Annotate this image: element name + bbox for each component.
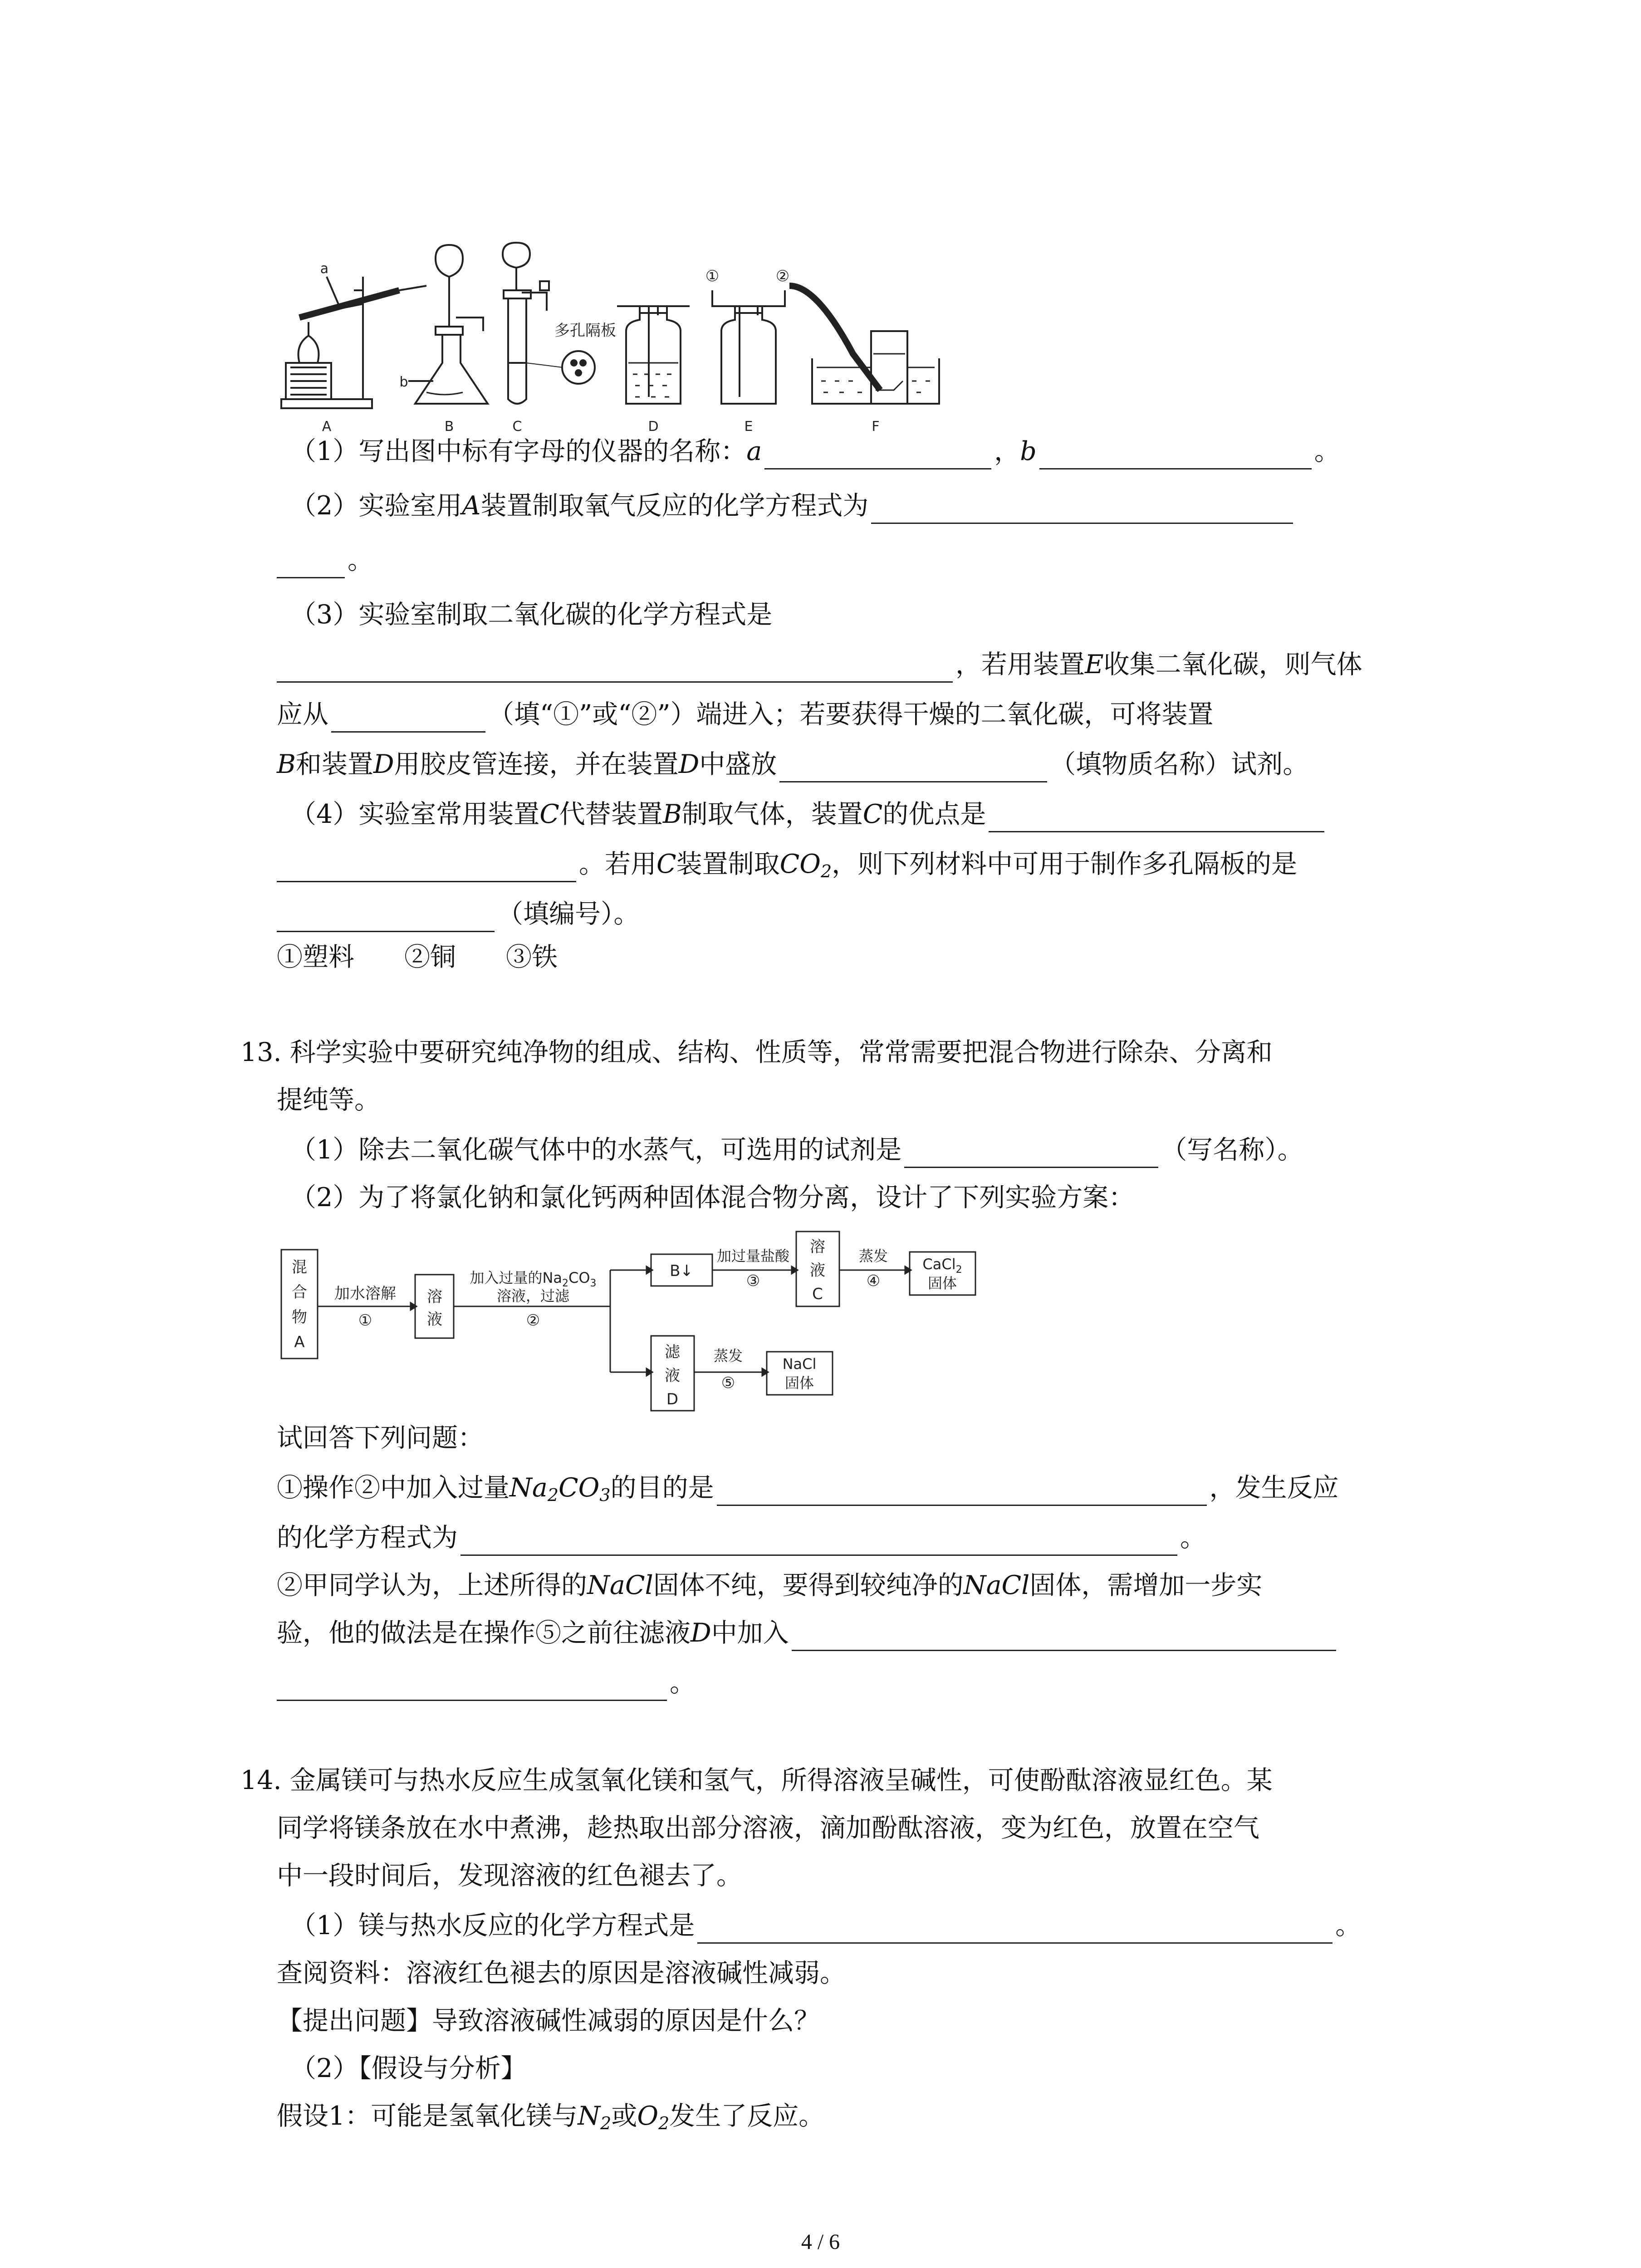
q13-answer1: ①操作②中加入过量$Na_2CO_3$的目的是 ，发生反应	[277, 1473, 1339, 1505]
box-nacl-text: NaCl	[782, 1355, 817, 1373]
answer-blank-o2-equation[interactable]	[871, 494, 1293, 524]
step2-number: ②	[526, 1311, 540, 1330]
q12-options	[277, 939, 558, 975]
answer-blank-mg-equation[interactable]	[697, 1914, 1332, 1944]
apparatus-label-b: B	[444, 419, 454, 435]
q13-answer1-line2: 的化学方程式为 。	[277, 1520, 1206, 1556]
step3-number: ③	[746, 1272, 760, 1290]
step3-label: 加过量盐酸	[716, 1247, 790, 1265]
answer-blank-reagent[interactable]	[792, 1622, 1336, 1651]
step4-number: ④	[866, 1272, 881, 1290]
box-mixture-char4: A	[294, 1333, 305, 1351]
instrument-label-a: a	[320, 261, 329, 277]
answer-blank-o2-equation-cont[interactable]	[277, 549, 345, 578]
porous-plate-label: 多孔隔板	[554, 322, 616, 340]
instrument-label-b: b	[399, 374, 408, 390]
q13-part1: （1）除去二氧化碳气体中的水蒸气，可选用的试剂是 （写名称）。	[290, 1132, 1303, 1168]
q12-part3: （3）实验室制取二氧化碳的化学方程式是	[290, 600, 773, 630]
answer-blank-a[interactable]	[764, 440, 991, 469]
q12-part4-line3: （填编号）。	[277, 896, 640, 932]
step1-number: ①	[358, 1311, 372, 1330]
q13-part2: （2）为了将氯化钠和氯化钙两种固体混合物分离，设计了下列实验方案：	[290, 1183, 1135, 1212]
step2-label-line2: 溶液，过滤	[496, 1287, 570, 1305]
q12-part1: （1）写出图中标有字母的仪器的名称：a ，b 。	[290, 433, 1340, 469]
answer-blank-reaction-equation[interactable]	[460, 1526, 1177, 1556]
q14-hypothesis1: 假设1：可能是氢氧化镁与$N_2$或$O_2$发生了反应。	[277, 2101, 825, 2133]
option-plastic: ①塑料	[277, 942, 354, 972]
apparatus-f	[789, 286, 939, 404]
box-c-char3: C	[812, 1285, 823, 1303]
answer-blank-advantage-cont[interactable]	[277, 853, 576, 882]
q13-stem-line2: 提纯等。	[277, 1085, 380, 1115]
box-mixture-char2: 合	[292, 1283, 307, 1301]
q12-part4: （4）实验室常用装置C代替装置B制取气体，装置C的优点是	[290, 796, 1327, 832]
q13-ask: 试回答下列问题：	[277, 1423, 484, 1453]
q13-answer2-line2: 验，他的做法是在操作⑤之前往滤液D中加入	[277, 1615, 1339, 1651]
q14-question: 【提出问题】导致溶液碱性减弱的原因是什么？	[277, 2006, 820, 2036]
box-d-char2: 液	[665, 1367, 680, 1385]
box-c-char1: 溶	[810, 1238, 825, 1256]
step2-label: 加入过量的$Na_2CO_3$	[470, 1269, 597, 1289]
box-cacl2-text: CaCl$_2$	[922, 1256, 962, 1276]
apparatus-e	[712, 290, 785, 404]
port-1-label: ①	[705, 267, 720, 285]
box-d-char3: D	[666, 1390, 679, 1408]
step1-label: 加水溶解	[334, 1285, 396, 1303]
option-copper: ②铜	[404, 942, 456, 972]
q13-answer2-line3: 。	[277, 1665, 696, 1701]
apparatus-d	[617, 306, 690, 404]
answer-blank-material[interactable]	[277, 903, 495, 932]
q14-stem-line3: 中一段时间后，发现溶液的红色褪去了。	[277, 1861, 742, 1891]
q13-stem-line1: 13. 科学实验中要研究纯净物的组成、结构、性质等，常常需要把混合物进行除杂、分离和	[240, 1037, 1273, 1067]
box-b-text: B↓	[670, 1262, 693, 1280]
answer-blank-purpose[interactable]	[717, 1476, 1207, 1506]
q14-info: 查阅资料：溶液红色褪去的原因是溶液碱性减弱。	[277, 1958, 846, 1988]
box-mixture-char1: 混	[292, 1258, 307, 1276]
apparatus-b	[408, 245, 488, 404]
q14-stem-line1: 14. 金属镁可与热水反应生成氢氧化镁和氢气，所得溶液呈碱性，可使酚酞溶液显红色。某	[240, 1765, 1273, 1795]
answer-blank-drying-agent[interactable]	[779, 753, 1047, 782]
step5-label: 蒸发	[713, 1347, 743, 1364]
q14-part2: （2）【假设与分析】	[290, 2053, 527, 2083]
box-solution	[415, 1275, 454, 1338]
q14-part1: （1）镁与热水反应的化学方程式是 。	[290, 1907, 1361, 1944]
q14-stem-line2: 同学将镁条放在水中煮沸，趁热取出部分溶液，滴加酚酞溶液，变为红色，放置在空气	[277, 1813, 1259, 1843]
answer-blank-advantage[interactable]	[989, 803, 1324, 832]
step4-label: 蒸发	[858, 1247, 888, 1265]
q12-part2-cont: 。	[277, 542, 373, 578]
answer-blank-port[interactable]	[331, 703, 485, 733]
separation-flowchart	[272, 1225, 1053, 1415]
apparatus-label-e: E	[744, 419, 753, 435]
q12-part4-line2: 。若用C装置制取$CO_2$，则下列材料中可用于制作多孔隔板的是	[277, 846, 1297, 882]
box-solution-char1: 溶	[427, 1288, 442, 1306]
q12-part3-line4: B和装置D用胶皮管连接，并在装置D中盛放 （填物质名称）试剂。	[277, 746, 1308, 782]
answer-blank-reagent-cont[interactable]	[277, 1672, 667, 1701]
answer-blank-desiccant[interactable]	[904, 1139, 1158, 1168]
apparatus-label-f: F	[872, 419, 880, 435]
q13-answer2: ②甲同学认为，上述所得的NaCl固体不纯，要得到较纯净的NaCl固体，需增加一步实	[277, 1570, 1263, 1600]
apparatus-figure	[272, 218, 953, 435]
box-d-char1: 滤	[665, 1343, 680, 1361]
box-mixture-char3: 物	[292, 1308, 307, 1326]
q12-part3-line2: ，若用装置E收集二氧化碳，则气体	[277, 646, 1362, 683]
answer-blank-co2-equation[interactable]	[277, 653, 953, 683]
q12-part2: （2）实验室用A装置制取氧气反应的化学方程式为	[290, 488, 1296, 524]
answer-blank-b[interactable]	[1039, 440, 1312, 469]
box-solution-char2: 液	[427, 1310, 442, 1329]
apparatus-label-a: A	[322, 419, 332, 435]
box-c-char2: 液	[810, 1261, 825, 1280]
step5-number: ⑤	[721, 1374, 735, 1392]
page-number: 4 / 6	[801, 2230, 840, 2254]
port-2-label: ②	[775, 267, 790, 285]
q12-part3-line3: 应从 （填“①”或“②”）端进入；若要获得干燥的二氧化碳，可将装置	[277, 696, 1214, 733]
box-nacl-solid-text: 固体	[784, 1374, 814, 1392]
apparatus-label-c: C	[512, 419, 522, 435]
box-cacl2-solid-text: 固体	[927, 1275, 957, 1292]
option-iron: ③铁	[506, 942, 558, 972]
apparatus-label-d: D	[648, 419, 659, 435]
